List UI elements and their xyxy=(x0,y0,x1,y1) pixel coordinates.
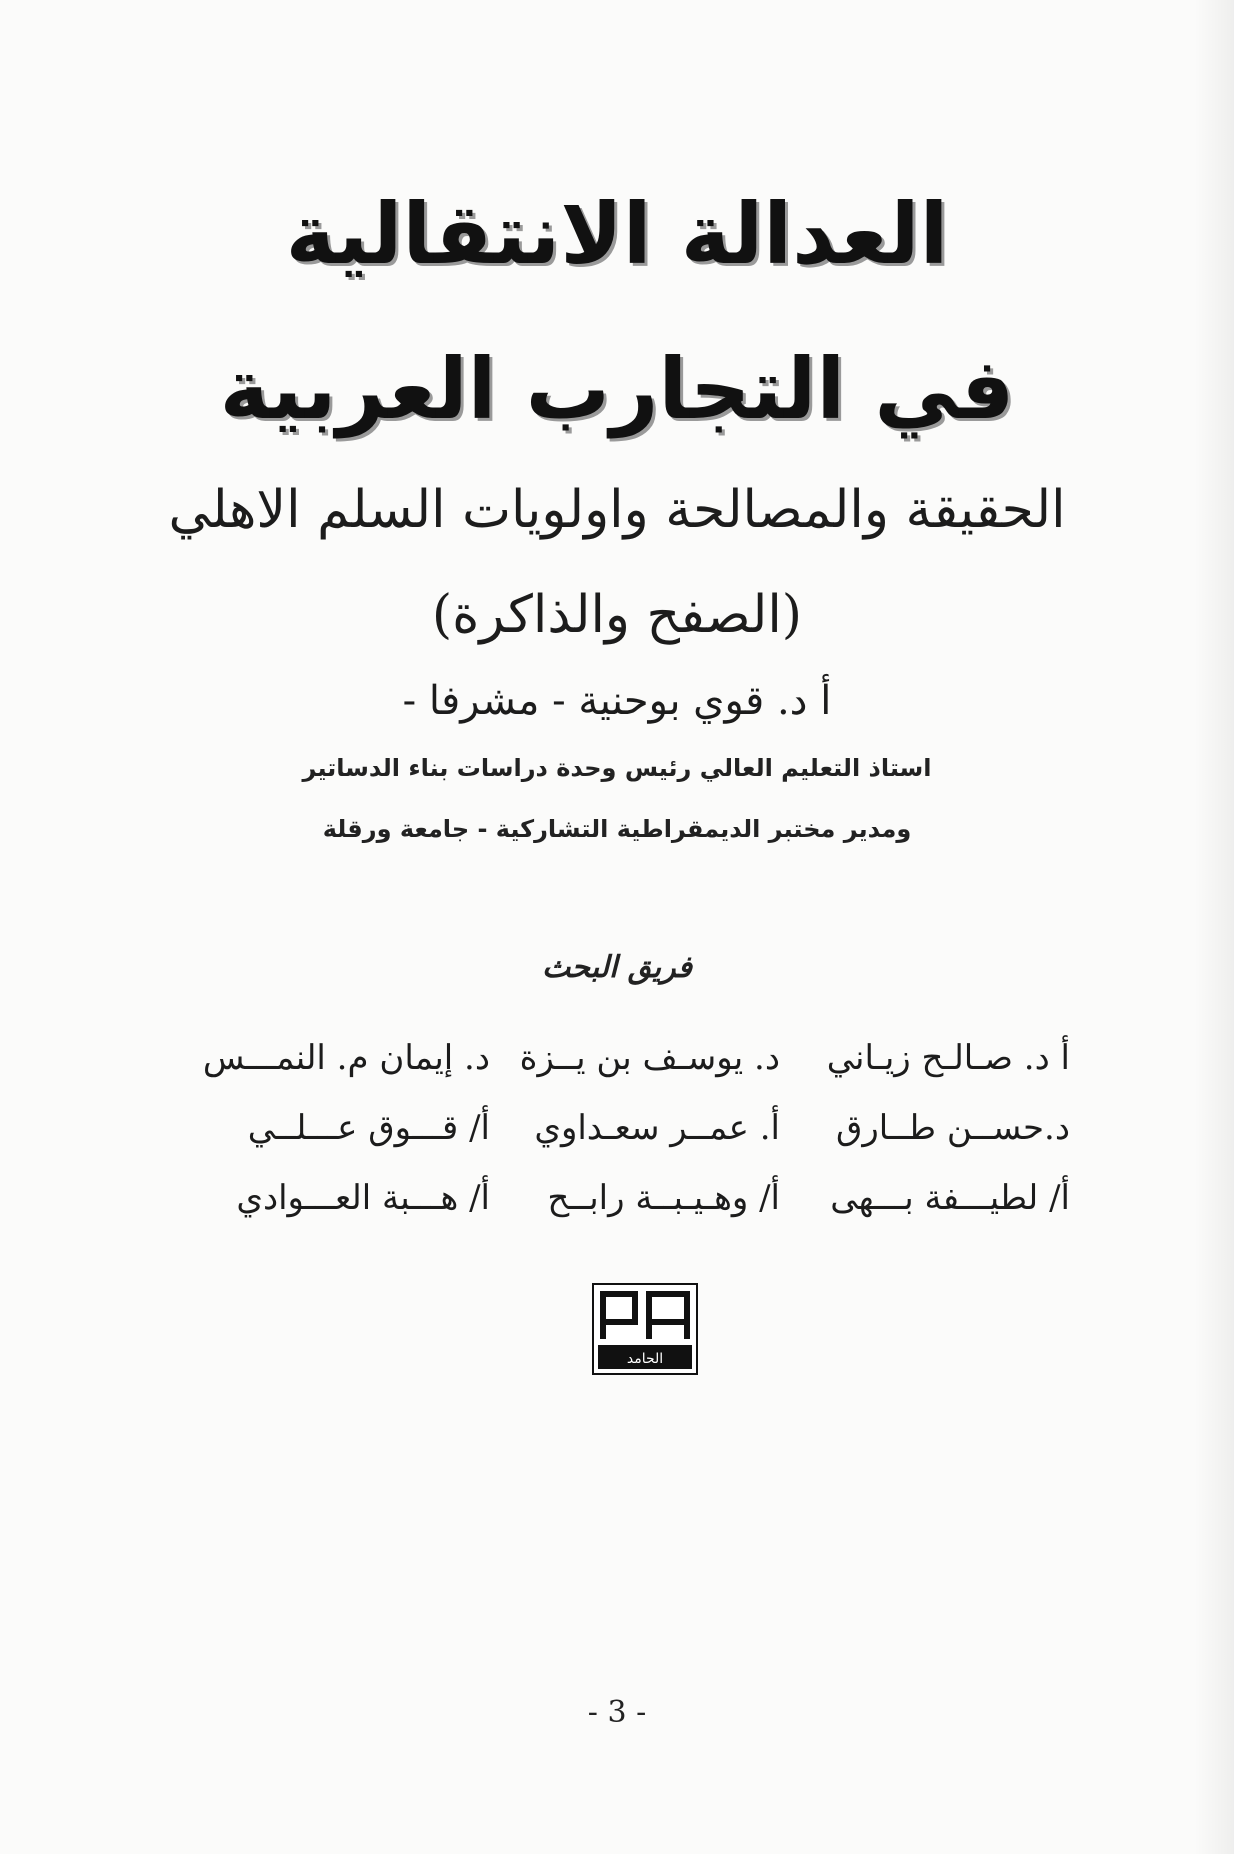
publisher-logo-text: الحامد xyxy=(626,1351,664,1367)
publisher-logo-icon xyxy=(592,1283,698,1375)
page-number: - 3 - xyxy=(587,1695,647,1730)
book-title-line-1: العدالة الانتقالية xyxy=(285,185,949,283)
team-member: أ/ وهـيـبــة رابــح xyxy=(547,1178,780,1218)
book-title-line-2: في التجارب العربية xyxy=(219,340,1015,438)
affiliation-line-2: ومدير مختبر الديمقراطية التشاركية - جامعة ورقلة xyxy=(322,815,912,843)
team-member: أ د. صـالـح زيـاني xyxy=(826,1038,1070,1078)
team-member: أ/ قـــوق عـــلــي xyxy=(247,1108,490,1148)
supervisor-line: أ د. قوي بوحنية - مشرفا - xyxy=(402,678,832,724)
team-member: أ. عمــر سعـداوي xyxy=(534,1108,780,1148)
research-team-members xyxy=(200,1035,1070,1221)
team-member: د.حســن طــارق xyxy=(835,1108,1070,1148)
book-subtitle: الحقيقة والمصالحة واولويات السلم الاهلي xyxy=(168,480,1066,540)
book-subtitle-parenthetical: (الصفح والذاكرة) xyxy=(431,585,803,645)
team-member: أ/ لطيـــفة بـــهى xyxy=(830,1178,1070,1218)
team-member: د. يوسـف بن يــزة xyxy=(519,1038,780,1078)
team-member: أ/ هـــبة العـــوادي xyxy=(236,1178,490,1218)
team-member: د. إيمان م. النمـــس xyxy=(202,1038,490,1078)
affiliation-line-1: استاذ التعليم العالي رئيس وحدة دراسات بناء الدساتير xyxy=(302,754,932,782)
research-team-heading: فريق البحث xyxy=(541,950,693,985)
